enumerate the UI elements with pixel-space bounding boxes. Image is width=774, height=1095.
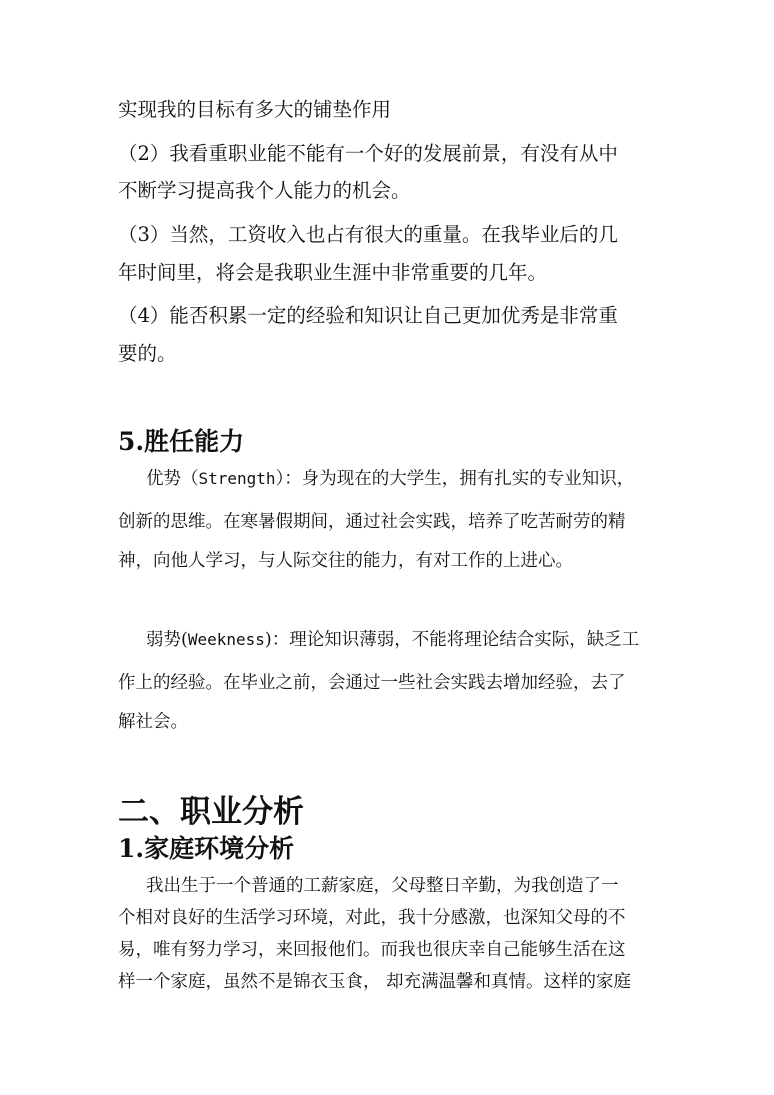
- paragraph-line: （2）我看重职业能不能有一个好的发展前景，有没有从中: [118, 142, 618, 165]
- weakness-term: Weekness: [187, 630, 265, 649]
- weakness-line: [146, 628, 663, 652]
- weakness-rest: )：理论知识薄弱，不能将理论结合实际，缺乏工: [264, 630, 640, 650]
- paragraph-line: 实现我的目标有多大的铺垫作用: [118, 98, 392, 121]
- strength-rest: ）：身为现在的大学生，拥有扎实的专业知识，: [275, 469, 635, 489]
- weakness-prefix: 弱势(: [146, 630, 188, 650]
- paragraph-line: 要的。: [118, 342, 177, 365]
- paragraph-line: 我出生于一个普通的工薪家庭，父母整日辛勤，为我创造了一: [146, 876, 619, 896]
- chapter-heading-career: 二、职业分析: [118, 794, 304, 830]
- strength-term: Strength: [198, 469, 276, 488]
- paragraph-line: （3）当然，工资收入也占有很大的重量。在我毕业后的几: [118, 223, 618, 246]
- paragraph-line: 神，向他人学习，与人际交往的能力，有对工作的上进心。: [118, 551, 573, 571]
- paragraph-line: 创新的思维。在寒暑假期间，通过社会实践，培养了吃苦耐劳的精: [118, 512, 626, 532]
- paragraph-line: 易，唯有努力学习，来回报他们。而我也很庆幸自己能够生活在这: [118, 940, 626, 960]
- paragraph-line: 不断学习提高我个人能力的机会。: [118, 179, 411, 202]
- paragraph-line: 年时间里，将会是我职业生涯中非常重要的几年。: [118, 261, 548, 284]
- section-heading-family: 1.家庭环境分析: [118, 834, 295, 863]
- paragraph-line: 作上的经验。在毕业之前，会通过一些社会实践去增加经验，去了: [118, 673, 626, 693]
- strength-prefix: 优势（: [146, 469, 199, 489]
- paragraph-line: 样一个家庭，虽然不是锦衣玉食， 却充满温馨和真情。这样的家庭: [118, 972, 632, 992]
- paragraph-line: （4）能否积累一定的经验和知识让自己更加优秀是非常重: [118, 304, 618, 327]
- paragraph-line: 个相对良好的生活学习环境，对此，我十分感激，也深知父母的不: [118, 908, 626, 928]
- strength-line: [146, 467, 663, 491]
- section-heading-competence: 5.胜任能力: [118, 427, 245, 456]
- paragraph-line: 解社会。: [118, 712, 188, 732]
